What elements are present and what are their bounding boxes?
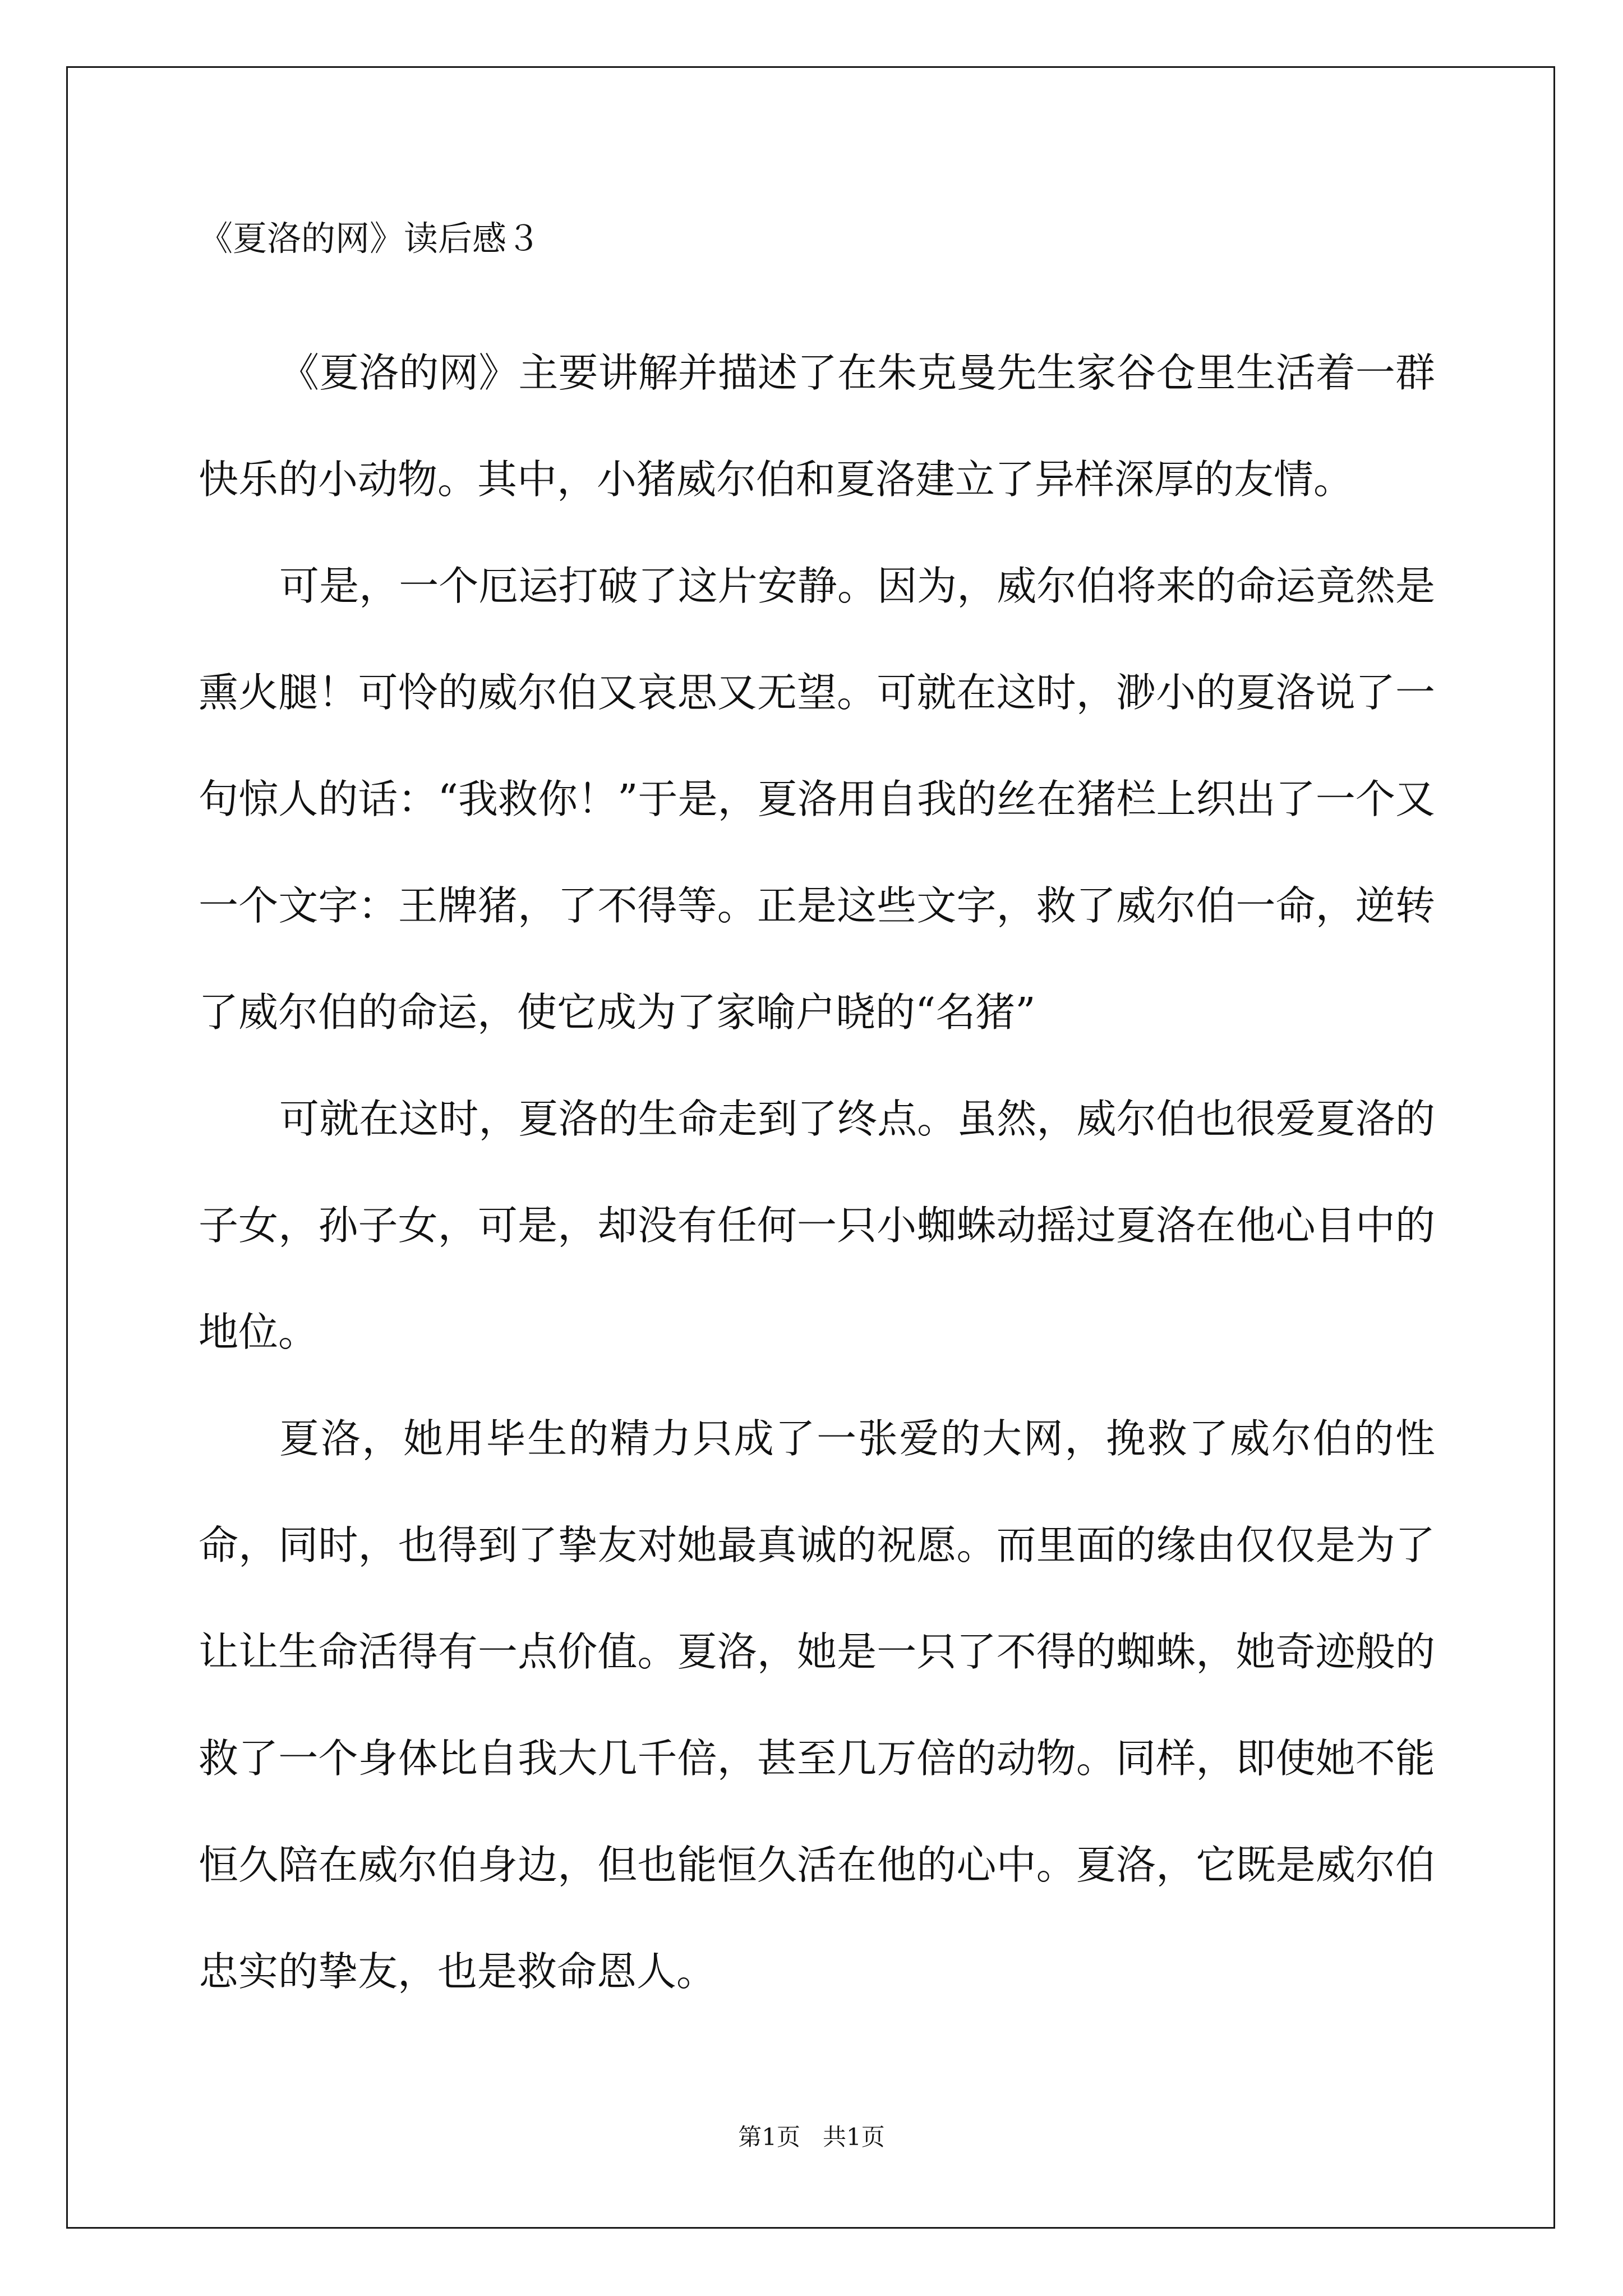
page-number-footer: 第1页 共1页 bbox=[738, 2123, 885, 2151]
paragraph-3: 可就在这时，夏洛的生命走到了终点。虽然，威尔伯也很爱夏洛的子女，孙子女，可是，却没有任何一只小蜘蛛动摇过夏洛在他心目中的地位。 bbox=[199, 1096, 1435, 1355]
document-title: 《夏洛的网》读后感３ bbox=[199, 219, 541, 259]
paragraph-4: 夏洛，她用毕生的精力只成了一张爱的大网，挽救了威尔伯的性命，同时，也得到了挚友对她最真诚的祝愿。而里面的缘由仅仅是为了让让生命活得有一点价值。夏洛，她是一只了不得的蜘蛛，她奇迹般的救了一个身体比自我大几千倍，甚至几万倍的动物。同样，即使她不能恒久陪在威尔伯身边，但也能恒久活在他的心中。夏洛，它既是威尔伯忠实的挚友，也是救命恩人。 bbox=[199, 1415, 1435, 1995]
document-body bbox=[199, 320, 1435, 2025]
paragraph-2: 可是，一个厄运打破了这片安静。因为，威尔伯将来的命运竟然是熏火腿！可怜的威尔伯又哀思又无望。可就在这时，渺小的夏洛说了一句惊人的话：“我救你！”于是，夏洛用自我的丝在猪栏上织出了一个又一个文字：王牌猪，了不得等。正是这些文字，救了威尔伯一命，逆转了威尔伯的命运，使它成为了家喻户晓的“名猪” bbox=[199, 563, 1435, 1036]
paragraph-1: 《夏洛的网》主要讲解并描述了在朱克曼先生家谷仓里生活着一群快乐的小动物。其中，小猪威尔伯和夏洛建立了异样深厚的友情。 bbox=[199, 349, 1435, 503]
